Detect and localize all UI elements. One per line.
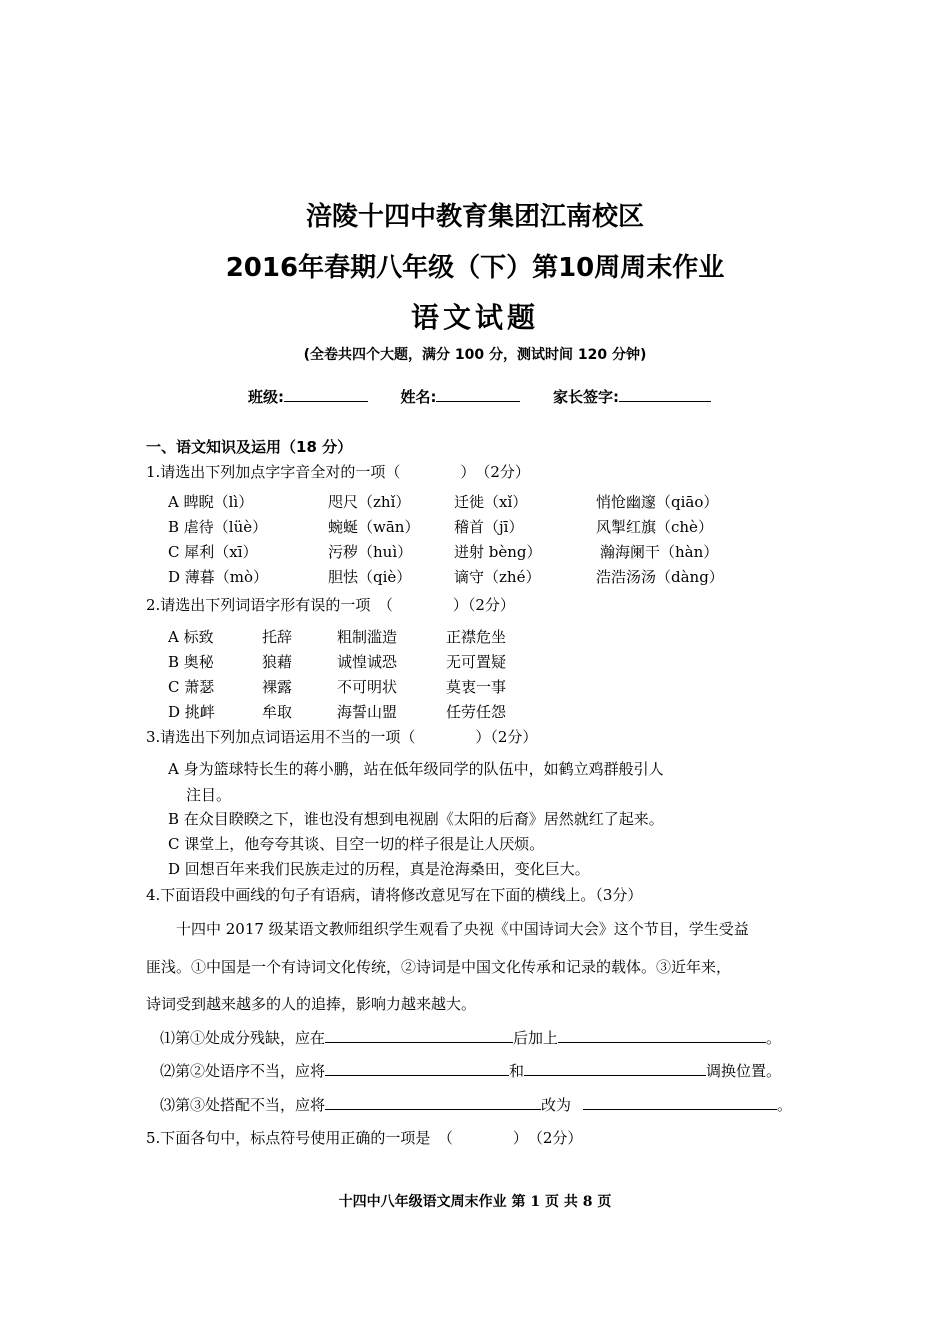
q5-stem: 5.下面各句中，标点符号使用正确的一项是 （ ） （2分） xyxy=(146,1129,583,1147)
q2-c-3: 不可明状 xyxy=(337,678,398,696)
q2-a-2: 托辞 xyxy=(262,628,293,646)
q4-sub3 xyxy=(160,1094,792,1115)
q2-stem: 2.请选出下列词语字形有误的一项 （ ）（2分） xyxy=(146,596,515,614)
q2-a-1: A 标致 xyxy=(168,628,214,646)
q2-b-2: 狼藉 xyxy=(262,653,293,671)
q3-option-a-cont: 注目。 xyxy=(186,786,232,804)
q1-b-4: 风掣红旗（chè） xyxy=(596,518,713,536)
page-footer: 十四中八年级语文周末作业 第 1 页 共 8 页 xyxy=(338,1194,612,1210)
q4-sub2-mid: 和 xyxy=(509,1062,525,1080)
q1-d-2: 胆怯（qiè） xyxy=(328,568,412,586)
q4-passage-line2: 匪浅。①中国是一个有诗词文化传统，②诗词是中国文化传承和记录的载体。③近年来， xyxy=(146,958,732,976)
q3-option-c: C 课堂上，他夸夸其谈、目空一切的样子很是让人厌烦。 xyxy=(168,835,545,853)
q1-d-1: D 薄暮（mò） xyxy=(168,568,269,586)
q2-d-2: 牟取 xyxy=(262,703,293,721)
q1-c-4: 瀚海阑干（hàn） xyxy=(600,543,719,561)
q2-b-3: 诚惶诚恐 xyxy=(337,653,398,671)
sign-blank[interactable] xyxy=(619,387,711,402)
q4-sub3-mid: 改为 xyxy=(541,1096,572,1114)
q1-b-3: 稽首（jī） xyxy=(454,518,524,536)
q2-c-2: 裸露 xyxy=(262,678,293,696)
q1-d-4: 浩浩汤汤（dàng） xyxy=(596,568,724,586)
q1-c-3: 迸射 bèng） xyxy=(454,543,542,561)
q2-d-4: 任劳任怨 xyxy=(446,703,507,721)
q2-a-3: 粗制滥造 xyxy=(337,628,398,646)
q2-d-1: D 挑衅 xyxy=(168,703,215,721)
q3-stem: 3.请选出下列加点词语运用不当的一项（ ）（2分） xyxy=(146,728,538,746)
school-title: 涪陵十四中教育集团江南校区 xyxy=(305,202,644,232)
q1-a-3: 迁徙（xǐ） xyxy=(454,493,528,511)
q4-sub1 xyxy=(160,1027,781,1048)
sign-label: 家长签字: xyxy=(552,388,619,406)
q1-d-3: 谪守（zhé） xyxy=(454,568,541,586)
q4-sub1-mid: 后加上 xyxy=(513,1029,559,1047)
q1-c-2: 污秽（huì） xyxy=(328,543,413,561)
q2-c-4: 莫衷一事 xyxy=(446,678,507,696)
q4-sub1-prefix: ⑴第①处成分残缺，应在 xyxy=(160,1029,326,1047)
q4-sub2 xyxy=(160,1060,781,1081)
class-blank[interactable] xyxy=(284,387,368,402)
q4-passage-line3: 诗词受到越来越多的人的追捧，影响力越来越大。 xyxy=(146,995,477,1013)
q2-c-1: C 萧瑟 xyxy=(168,678,215,696)
q2-b-4: 无可置疑 xyxy=(446,653,507,671)
q1-a-2: 咫尺（zhǐ） xyxy=(328,493,411,511)
student-info-row xyxy=(248,386,711,407)
q4-sub3-prefix: ⑶第③处搭配不当，应将 xyxy=(160,1096,326,1114)
q1-a-1: A 睥睨（lì） xyxy=(168,493,254,511)
q2-a-4: 正襟危坐 xyxy=(446,628,507,646)
q4-sub1-blank2[interactable] xyxy=(558,1027,766,1043)
section1-title: 一、语文知识及运用（18 分） xyxy=(146,438,353,456)
q3-option-b: B 在众目睽睽之下，谁也没有想到电视剧《太阳的后裔》居然就红了起来。 xyxy=(168,810,664,828)
q2-d-3: 海誓山盟 xyxy=(337,703,398,721)
q4-stem: 4.下面语段中画线的句子有语病，请将修改意见写在下面的横线上。（3分） xyxy=(146,886,643,904)
q4-sub1-blank1[interactable] xyxy=(325,1027,513,1043)
q4-sub2-prefix: ⑵第②处语序不当，应将 xyxy=(160,1062,326,1080)
q4-sub3-blank2[interactable] xyxy=(583,1094,777,1110)
q1-stem: 1.请选出下列加点字字音全对的一项（ ） （2分） xyxy=(146,463,530,481)
q4-sub3-blank1[interactable] xyxy=(325,1094,541,1110)
q4-sub2-blank2[interactable] xyxy=(524,1060,706,1076)
q3-option-a: A 身为篮球特长生的蒋小鹏，站在低年级同学的队伍中，如鹤立鸡群般引人 xyxy=(168,760,664,778)
q1-b-2: 蜿蜒（wān） xyxy=(328,518,420,536)
q1-b-1: B 虐待（lüè） xyxy=(168,518,268,536)
q2-b-1: B 奥秘 xyxy=(168,653,214,671)
q1-a-4: 悄怆幽邃（qiāo） xyxy=(596,493,719,511)
exam-title: 2016年春期八年级（下）第10周周末作业 xyxy=(225,253,725,283)
class-label: 班级: xyxy=(248,388,284,406)
subject-title: 语文试题 xyxy=(410,301,539,334)
q1-c-1: C 犀利（xī） xyxy=(168,543,258,561)
q4-passage-line1: 十四中 2017 级某语文教师组织学生观看了央视《中国诗词大会》这个节目，学生受益 xyxy=(176,920,749,938)
q4-sub1-end: 。 xyxy=(766,1029,782,1047)
q4-sub2-blank1[interactable] xyxy=(325,1060,509,1076)
name-label: 姓名: xyxy=(400,388,437,406)
name-blank[interactable] xyxy=(436,387,520,402)
q3-option-d: D 回想百年来我们民族走过的历程，真是沧海桑田，变化巨大。 xyxy=(168,860,590,878)
exam-note: (全卷共四个大题，满分 100 分，测试时间 120 分钟) xyxy=(303,347,647,363)
q4-sub2-end: 调换位置。 xyxy=(706,1062,782,1080)
q4-sub3-end: 。 xyxy=(777,1096,793,1114)
